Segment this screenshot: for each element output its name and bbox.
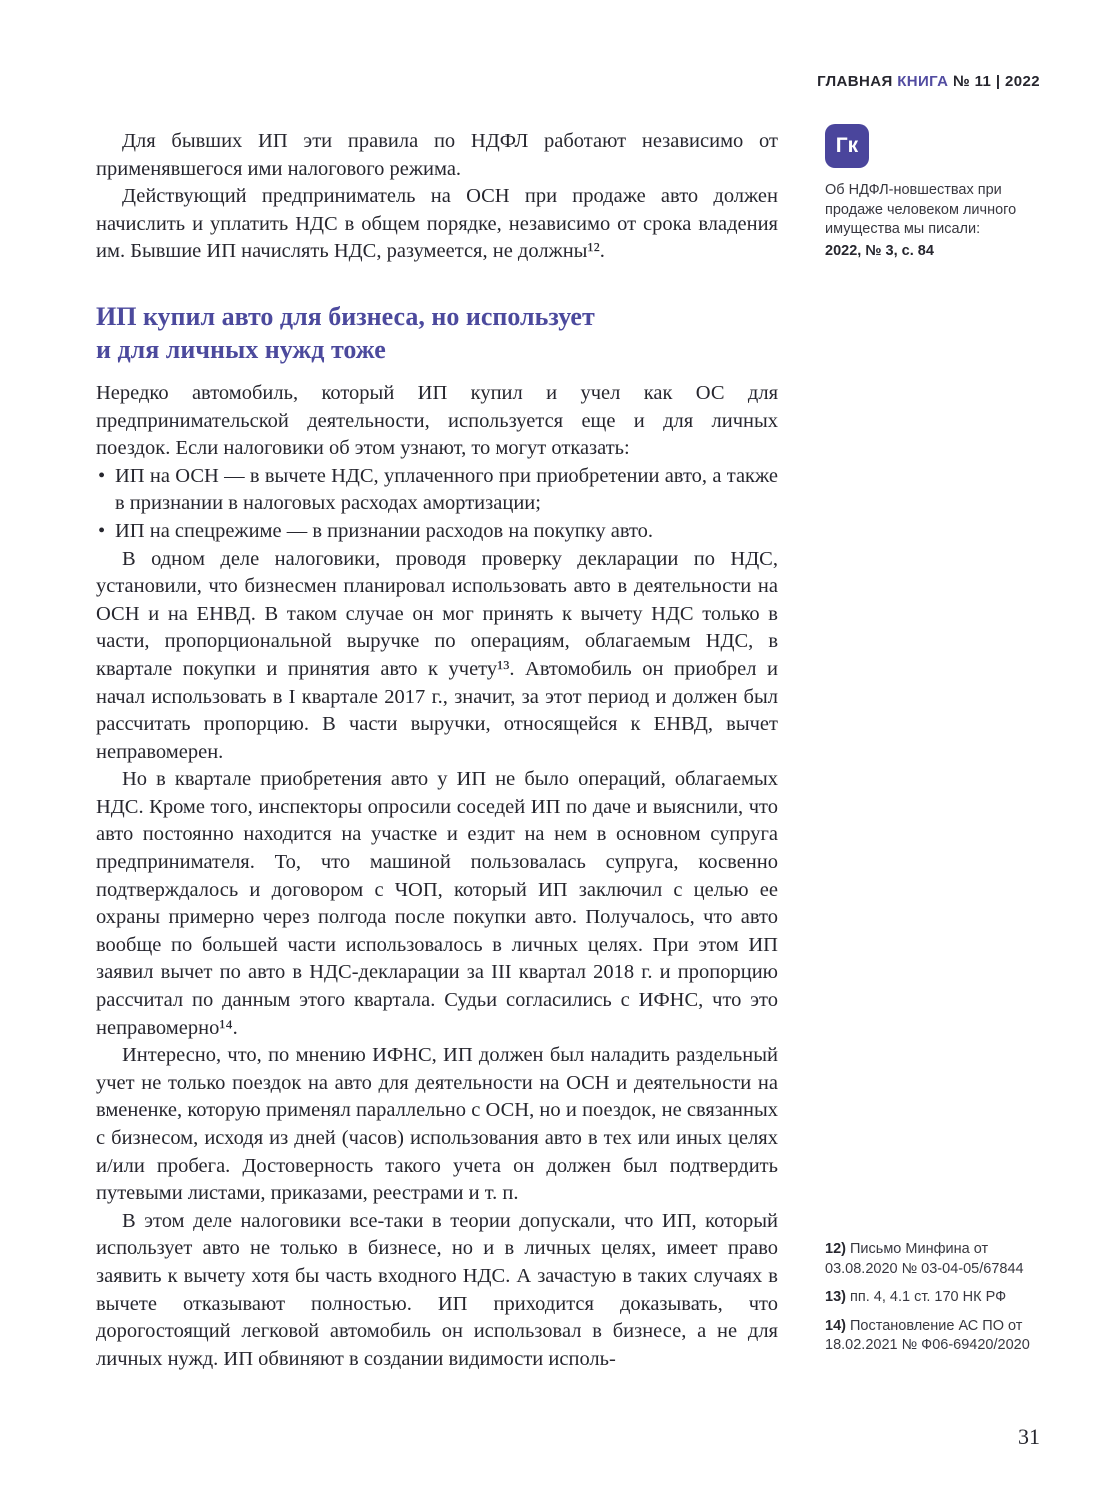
footnote-text: пп. 4, 4.1 ст. 170 НК РФ bbox=[845, 1289, 1007, 1305]
footnote bbox=[825, 1288, 1053, 1308]
section-heading-line: и для личных нужд тоже bbox=[96, 334, 386, 364]
paragraph: В одном деле налоговики, проводя проверку декларации по НДС, установили, что бизнесмен планировал использовать авто в деятельности на ОСН и на ЕНВД. В таком случае он мог принять к вычету НДС только в части, пропорциональной выручке по операциям, облагаемым НДС, в квартале покупки и принятия авто к учету¹³. Автомобиль он приобрел и начал использовать в I квартале 2017 г., значит, за этот период и должен был рассчитать пропорцию. В части выручки, относящейся к ЕНВД, вычет неправомерен. bbox=[96, 547, 778, 763]
footnote-number: 13) bbox=[825, 1289, 846, 1305]
bullet-marker: • bbox=[98, 464, 106, 487]
bullet-item bbox=[96, 463, 778, 518]
bullet-item bbox=[96, 518, 778, 546]
paragraph: Действующий предприниматель на ОСН при продаже авто должен начислить и уплатить НДС в общем порядке, независимо от срока владения им. Бывшие ИП начислять НДС, разумеется, не должны¹². bbox=[96, 185, 778, 263]
bullet-text: ИП на ОСН — в вычете НДС, уплаченного при приобретении авто, а также в признании в налоговых расходах амортизации; bbox=[115, 464, 778, 515]
section-heading-line: ИП купил авто для бизнеса, но использует bbox=[96, 301, 595, 331]
bullet-marker: • bbox=[98, 519, 106, 542]
paragraph: Но в квартале приобретения авто у ИП не было операций, облагаемых НДС. Кроме того, инспекторы опросили соседей ИП по даче и выяснили, что авто постоянно находится на участке и ездит на нем в основном супруга предпринимателя. То, что машиной пользовалась супруга, косвенно подтверждалось и договором с ЧОП, который ИП заключил с целью ее охраны примерно через полгода после покупки авто. Получалось, что авто вообще по большей части использовалось в личных целях. При этом ИП заявил вычет по авто в НДС-декларации за III квартал 2018 г. и пропорцию рассчитал по данным этого квартала. Судьи согласились с ИФНС, что это неправомерно¹⁴. bbox=[96, 768, 778, 1039]
brand-glavnaya: ГЛАВНАЯ bbox=[817, 73, 898, 90]
article-column bbox=[96, 128, 778, 1373]
bullet-text: ИП на спецрежиме — в признании расходов на покупку авто. bbox=[115, 519, 654, 542]
brand-kniga: КНИГА bbox=[897, 73, 949, 90]
section-heading bbox=[96, 300, 778, 366]
page-number: 31 bbox=[1018, 1424, 1040, 1449]
margin-note-text: Об НДФЛ-новшествах при продаже человеком личного имущества мы писали: bbox=[825, 182, 1017, 237]
paragraph: Нередко автомобиль, который ИП купил и учел как ОС для предпринимательской деятельности, используется еще и для личных поездок. Если налоговики об этом узнают, то могут отказать: bbox=[96, 381, 778, 460]
footnote-number: 14) bbox=[825, 1317, 846, 1334]
margin-note bbox=[825, 124, 1043, 261]
issue-number: № 11 | 2022 bbox=[948, 73, 1040, 90]
footnote bbox=[825, 1317, 1053, 1356]
paragraph: Интересно, что, по мнению ИФНС, ИП должен был наладить раздельный учет не только поездок на авто для деятельности на ОСН и деятельности на вмененке, которую применял параллельно с ОСН, но и поездок, не связанных с бизнесом, исходя из дней (часов) использования авто в тех или иных целях и/или пробега. Достоверность такого учета он должен был подтвердить путевыми листами, приказами, реестрами и т. п. bbox=[96, 1044, 778, 1205]
margin-note-reference: 2022, № 3, с. 84 bbox=[825, 242, 934, 259]
footnote bbox=[825, 1240, 1053, 1279]
page-header bbox=[799, 56, 1040, 107]
logo-text: Гк bbox=[835, 134, 859, 158]
footnote-text: Письмо Минфина от 03.08.2020 № 03-04-05/67844 bbox=[825, 1241, 1024, 1277]
paragraph: Для бывших ИП эти правила по НДФЛ работают независимо от применявшегося ими налогового режима. bbox=[96, 130, 778, 180]
footnotes-block bbox=[825, 1240, 1053, 1365]
glavnaya-kniga-logo-icon bbox=[825, 124, 869, 168]
footnote-text: Постановление АС ПО от 18.02.2021 № Ф06-69420/2020 bbox=[825, 1317, 1030, 1353]
footnote-number: 12) bbox=[825, 1241, 846, 1257]
paragraph: В этом деле налоговики все-таки в теории допускали, что ИП, который использует авто не только в бизнесе, но и в личных целях, имеет право заявить к вычету хотя бы часть входного НДС. А зачастую в таких случаях в вычете отказывают полностью. ИП приходится доказывать, что дорогостоящий легковой автомобиль он использовал в бизнесе, а не для личных нужд. ИП обвиняют в создании видимости исполь- bbox=[96, 1209, 778, 1370]
